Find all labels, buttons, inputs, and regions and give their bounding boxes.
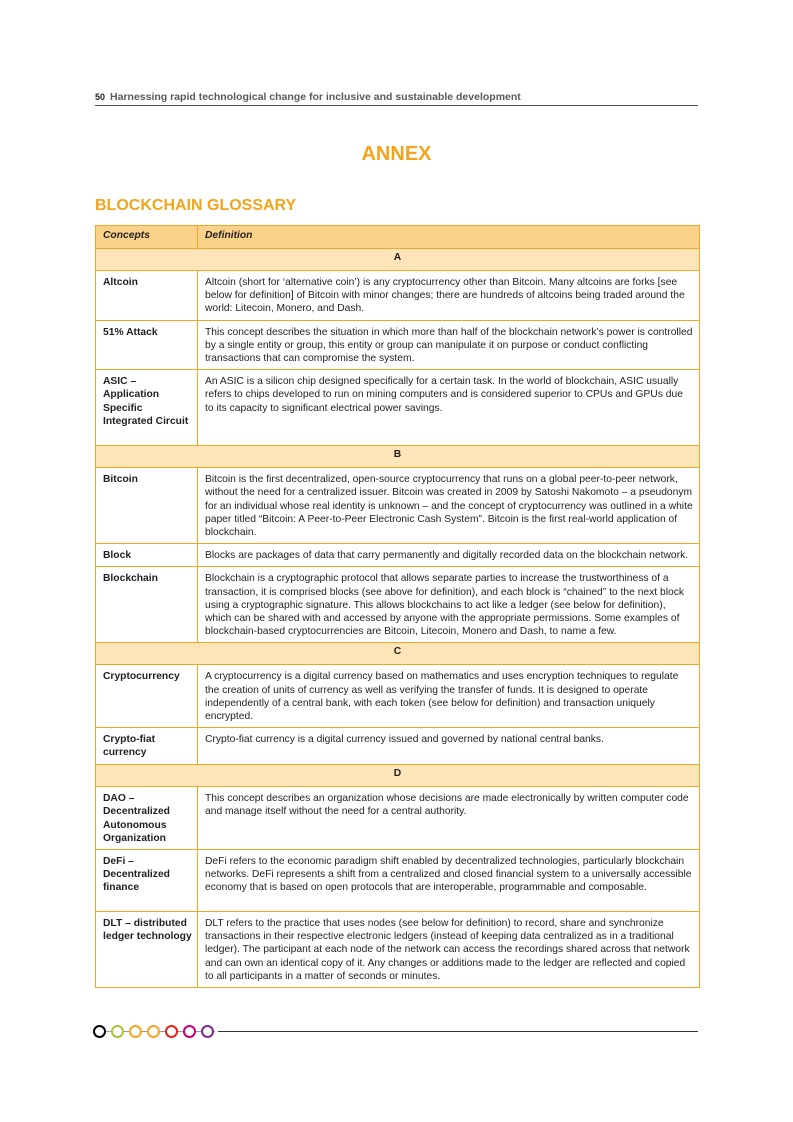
section-row-c <box>96 643 700 665</box>
glossary-row-asic <box>96 370 700 446</box>
column-header-definition: Definition <box>198 226 700 249</box>
concept-cell: Cryptocurrency <box>96 665 198 728</box>
glossary-title: BLOCKCHAIN GLOSSARY <box>95 197 297 214</box>
section-letter: A <box>96 249 700 271</box>
section-letter: C <box>96 643 700 665</box>
glossary-row-dlt <box>96 912 700 988</box>
concept-cell: Blockchain <box>96 567 198 643</box>
footer-circle-icon <box>201 1025 214 1038</box>
glossary-row-cryptocurrency <box>96 665 700 728</box>
running-title: Harnessing rapid technological change for inclusive and sustainable development <box>110 91 521 103</box>
footer-circle-icon <box>147 1025 160 1038</box>
footer-circle-icon <box>129 1025 142 1038</box>
definition-cell: Crypto-fiat currency is a digital currency issued and governed by national central banks. <box>198 728 700 765</box>
glossary-row-blockchain <box>96 567 700 643</box>
section-row-b <box>96 446 700 468</box>
glossary-row-bitcoin <box>96 468 700 544</box>
header-rule <box>95 105 698 106</box>
glossary-row-crypto-fiat <box>96 728 700 765</box>
glossary-row-51-attack <box>96 320 700 370</box>
section-row-a <box>96 249 700 271</box>
concept-cell: Block <box>96 544 198 567</box>
concept-cell: DAO – Decentralized Autonomous Organization <box>96 787 198 850</box>
page-number: 50 <box>95 92 106 102</box>
definition-cell: Blocks are packages of data that carry permanently and digitally recorded data on the blockchain network. <box>198 544 700 567</box>
column-header-concepts: Concepts <box>96 226 198 249</box>
annex-title: ANNEX <box>361 143 432 165</box>
concept-cell: Bitcoin <box>96 468 198 544</box>
definition-cell: DLT refers to the practice that uses nodes (see below for definition) to record, share and synchronize transactions in their respective electronic ledgers (instead of keeping data centralized as in a traditional ledger). The participant at each node of the network can access the recordings shared across that network and can own an identical copy of it. Any changes or additions made to the ledger are reflected and copied to all participants in a matter of seconds or minutes. <box>198 912 700 988</box>
footer-circle-icon <box>93 1025 106 1038</box>
definition-cell: A cryptocurrency is a digital currency based on mathematics and uses encryption techniques to regulate the creation of units of currency as well as verifying the transfer of funds. It is designed to operate independently of a central bank, with each token (see below for definition) and transaction uniquely encrypted. <box>198 665 700 728</box>
section-letter: D <box>96 765 700 787</box>
glossary-row-altcoin <box>96 271 700 321</box>
footer-circle-icon <box>111 1025 124 1038</box>
concept-cell: Altcoin <box>96 271 198 321</box>
concept-cell: ASIC – Application Specific Integrated Circuit <box>96 370 198 446</box>
definition-cell: This concept describes the situation in which more than half of the blockchain network’s power is controlled by a single entity or group, this entity or group can manipulate it on purpose or conduct conflicting transactions that can compromise the system. <box>198 320 700 370</box>
glossary-row-defi <box>96 850 700 912</box>
running-header <box>95 91 698 103</box>
concept-cell: Crypto-fiat currency <box>96 728 198 765</box>
concept-cell: 51% Attack <box>96 320 198 370</box>
definition-cell: Bitcoin is the first decentralized, open-source cryptocurrency that runs on a global peer-to-peer network, without the need for a centralized issuer. Bitcoin was created in 2009 by Satoshi Nakomoto – a pseudonym for an individual whose real identity is unknown – and the concept of cryptocurrency was outlined in a white paper titled “Bitcoin: A Peer-to-Peer Electronic Cash System”. Bitcoin is the first real-world application of blockchain. <box>198 468 700 544</box>
section-row-d <box>96 765 700 787</box>
footer-circle-icon <box>165 1025 178 1038</box>
glossary-table <box>95 225 700 988</box>
concept-cell: DeFi – Decentralized finance <box>96 850 198 912</box>
glossary-row-dao <box>96 787 700 850</box>
glossary-row-block <box>96 544 700 567</box>
concept-cell: DLT – distributed ledger technology <box>96 912 198 988</box>
definition-cell: DeFi refers to the economic paradigm shift enabled by decentralized technologies, particularly blockchain networks. DeFi represents a shift from a centralized and closed financial system to a universally accessible economy that is based on open protocols that are interoperable, programmable and composable. <box>198 850 700 912</box>
definition-cell: This concept describes an organization whose decisions are made electronically by written computer code and manage itself without the need for a central authority. <box>198 787 700 850</box>
table-header-row <box>96 226 700 249</box>
definition-cell: Blockchain is a cryptographic protocol that allows separate parties to increase the trustworthiness of a transaction, it is comprised blocks (see above for definition), and each block is “chained” to the next block using a cryptographic signature. This allows blockchains to act like a ledger (see below for definition), which can be shared with and accessed by anyone with the appropriate permissions. Some examples of blockchain-based cryptocurrencies are Bitcoin, Litecoin, Monero and Dash, to name a few. <box>198 567 700 643</box>
section-letter: B <box>96 446 700 468</box>
definition-cell: An ASIC is a silicon chip designed specifically for a certain task. In the world of blockchain, ASIC usually refers to chips developed to run on mining computers and is considered superior to CPUs and GPUs due to its capacity to significant electrical power savings. <box>198 370 700 446</box>
footer-circle-icon <box>183 1025 196 1038</box>
footer-rule <box>218 1031 698 1032</box>
definition-cell: Altcoin (short for ‘alternative coin’) is any cryptocurrency other than Bitcoin. Many altcoins are forks [see below for definition] of Bitcoin with minor changes; there are hundreds of altcoins being traded around the world: Litecoin, Monero, and Dash. <box>198 271 700 321</box>
